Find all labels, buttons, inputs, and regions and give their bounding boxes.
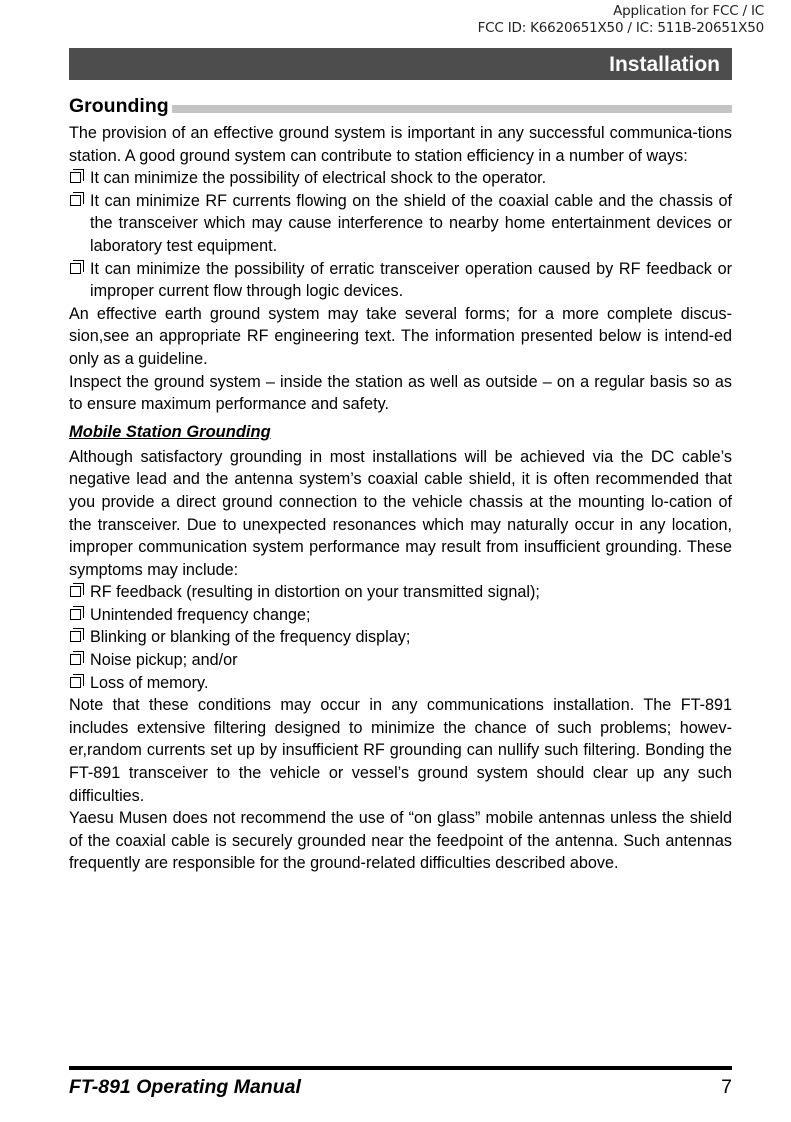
body-content xyxy=(69,122,732,875)
list-item xyxy=(69,190,732,258)
heading-row xyxy=(69,96,732,118)
conditions-paragraph: Note that these conditions may occur in any communications installation. The FT-891 includes extensive filtering designed to minimize the chance of such problems; howev-er,random currents set up by insufficient RF grounding can nullify such filtering. Bonding the FT-891 transceiver to the vehicle or vessel’s ground system should clear up any such difficulties. xyxy=(69,696,732,805)
checkbox-bullet-icon xyxy=(70,586,81,597)
list-item-text: Unintended frequency change; xyxy=(90,605,311,624)
checkbox-bullet-icon xyxy=(70,609,81,620)
page-number: 7 xyxy=(721,1076,732,1098)
antenna-paragraph: Yaesu Musen does not recommend the use of “on glass” mobile antennas unless the shield of the coaxial cable is securely grounded near the feedpoint of the antenna. Such antennas frequently are responsible for the ground-related difficulties described above. xyxy=(69,809,732,873)
list-item-text: Noise pickup; and/or xyxy=(90,651,238,670)
checkbox-bullet-icon xyxy=(70,263,81,274)
list-item xyxy=(69,604,732,627)
footer-rule xyxy=(69,1066,732,1070)
intro-paragraph: The provision of an effective ground system is important in any successful communica-tions station. A good ground system can contribute to station efficiency in a number of ways: xyxy=(69,124,732,165)
earth-ground-paragraph: An effective earth ground system may take several forms; for a more complete discus-sion,see an appropriate RF engineering text. The information presented below is intend-ed only as a guideline. xyxy=(69,304,732,368)
fcc-line-2: FCC ID: K6620651X50 / IC: 511B-20651X50 xyxy=(477,20,764,36)
mobile-grounding-paragraph: Although satisfactory grounding in most installations will be achieved via the DC cable’s negative lead and the antenna system’s coaxial cable shield, it is often recommended that you provide a direct ground connection to the vehicle chassis at the mounting lo-cation of the transceiver. Due to unexpected resonances which may naturally occur in any location, improper communication system performance may result from insufficient grounding. These symptoms may include: xyxy=(69,447,732,579)
list-item xyxy=(69,167,732,190)
checkbox-bullet-icon xyxy=(70,631,81,642)
list-item xyxy=(69,258,732,303)
section-title-bar: Installation xyxy=(69,48,732,80)
footer-title: FT-891 Operating Manual xyxy=(69,1076,301,1098)
subheading: Mobile Station Grounding xyxy=(69,422,271,441)
list-item xyxy=(69,672,732,695)
list-item xyxy=(69,649,732,672)
list-item-text: It can minimize the possibility of erratic transceiver operation caused by RF feedback or improper current flow through logic devices. xyxy=(90,259,732,301)
list-item-text: RF feedback (resulting in distortion on your transmitted signal); xyxy=(90,583,540,602)
list-item-text: It can minimize RF currents flowing on the shield of the coaxial cable and the chassis of the transceiver which may cause interference to nearby home entertainment devices or laboratory test equipment. xyxy=(90,191,732,255)
checkbox-bullet-icon xyxy=(70,677,81,688)
list-item-text: It can minimize the possibility of electrical shock to the operator. xyxy=(90,169,547,188)
fcc-application-note xyxy=(478,3,764,37)
checkbox-bullet-icon xyxy=(70,195,81,206)
list-item-text: Blinking or blanking of the frequency display; xyxy=(90,628,411,647)
list-item xyxy=(69,626,732,649)
list-item xyxy=(69,581,732,604)
checkbox-bullet-icon xyxy=(70,172,81,183)
page-heading: Grounding xyxy=(69,94,172,118)
checkbox-bullet-icon xyxy=(70,654,81,665)
inspect-paragraph: Inspect the ground system – inside the station as well as outside – on a regular basis so as to ensure maximum performance and safety. xyxy=(69,372,732,414)
list-item-text: Loss of memory. xyxy=(90,673,209,692)
fcc-line-1: Application for FCC / IC xyxy=(613,3,764,19)
